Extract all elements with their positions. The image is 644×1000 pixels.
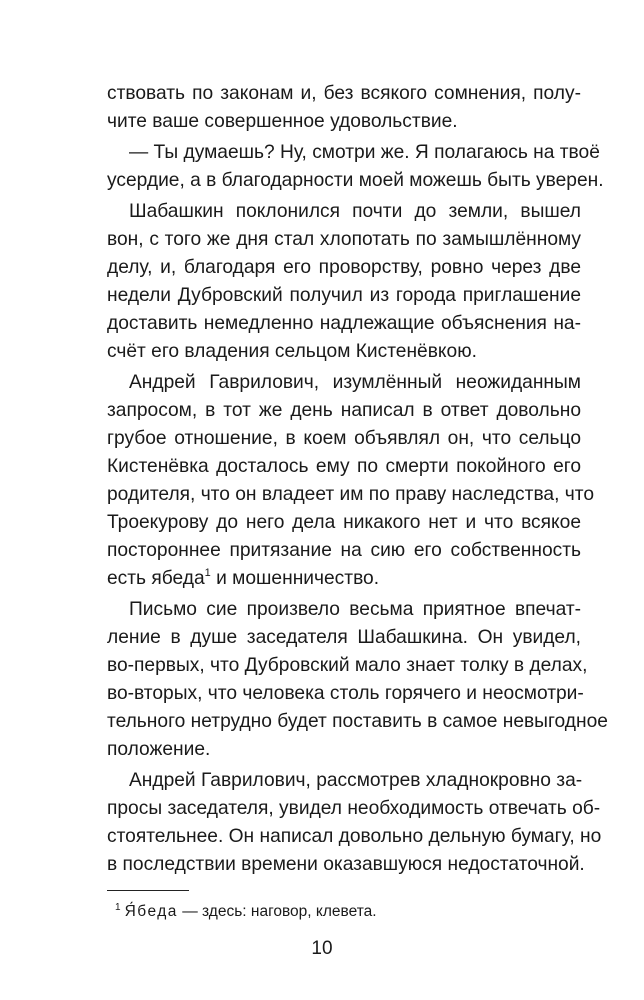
footnote: [115, 901, 377, 923]
text-line: родителя, что он владеет им по праву наследства, что: [107, 484, 594, 505]
text-line: во-первых, что Дубровский мало знает толку в делах,: [107, 655, 588, 676]
footnote-text: — здесь: наговор, клевета.: [177, 903, 377, 920]
footnote-mark: 1: [115, 902, 121, 913]
text-line: недели Дубровский получил из города приглашение: [107, 285, 581, 306]
text-line: стоятельнее. Он написал довольно дельную бумагу, но: [107, 826, 602, 847]
text-fragment: и мошенничество.: [210, 568, 380, 589]
text-line: — Ты думаешь? Ну, смотри же. Я полагаюсь на твоё: [129, 142, 600, 163]
footnote-divider: [107, 890, 189, 891]
text-line: [107, 565, 581, 593]
text-fragment: есть ябеда: [107, 568, 205, 589]
text-line: ление в душе заседателя Шабашкина. Он увидел,: [107, 627, 581, 648]
text-line: Письмо сие произвело весьма приятное впечат-: [129, 599, 581, 620]
page-number: 10: [311, 938, 333, 959]
text-line: вон, с того же дня стал хлопотать по замышлённому: [107, 229, 581, 250]
text-line: просы заседателя, увидел необходимость отвечать об-: [107, 798, 601, 819]
text-line: Кистенёвка досталось ему по смерти покойного его: [107, 456, 581, 477]
text-line: Троекурову до него дела никакого нет и что всякое: [107, 512, 581, 533]
text-line: усердие, а в благодарности моей можешь быть уверен.: [107, 170, 604, 191]
text-line: запросом, в тот же день написал в ответ довольно: [107, 400, 581, 421]
text-line: грубое отношение, в коем объявлял он, что сельцо: [107, 428, 581, 449]
footnote-term: Я́беда: [124, 903, 178, 920]
text-line: счёт его владения сельцом Кистенёвкою.: [107, 341, 477, 362]
text-line: тельного нетрудно будет поставить в самое невыгодное: [107, 711, 608, 732]
text-line: Шабашкин поклонился почти до земли, вышел: [129, 201, 581, 222]
text-line: доставить немедленно надлежащие объяснения на-: [107, 313, 581, 334]
text-line: ствовать по законам и, без всякого сомнения, полу-: [107, 83, 581, 104]
text-line: Андрей Гаврилович, изумлённый неожиданным: [129, 372, 581, 393]
footnote-reference[interactable]: 1: [204, 567, 211, 579]
text-line: постороннее притязание на сию его собственность: [107, 540, 581, 561]
text-line: в последствии времени оказавшуюся недостаточной.: [107, 854, 585, 875]
text-line: Андрей Гаврилович, рассмотрев хладнокровно за-: [129, 770, 583, 791]
text-line: положение.: [107, 739, 211, 760]
text-line: во-вторых, что человека столь горячего и неосмотри-: [107, 683, 584, 704]
text-line: чите ваше совершенное удовольствие.: [107, 111, 458, 132]
text-line: делу, и, благодаря его проворству, ровно через две: [107, 257, 581, 278]
